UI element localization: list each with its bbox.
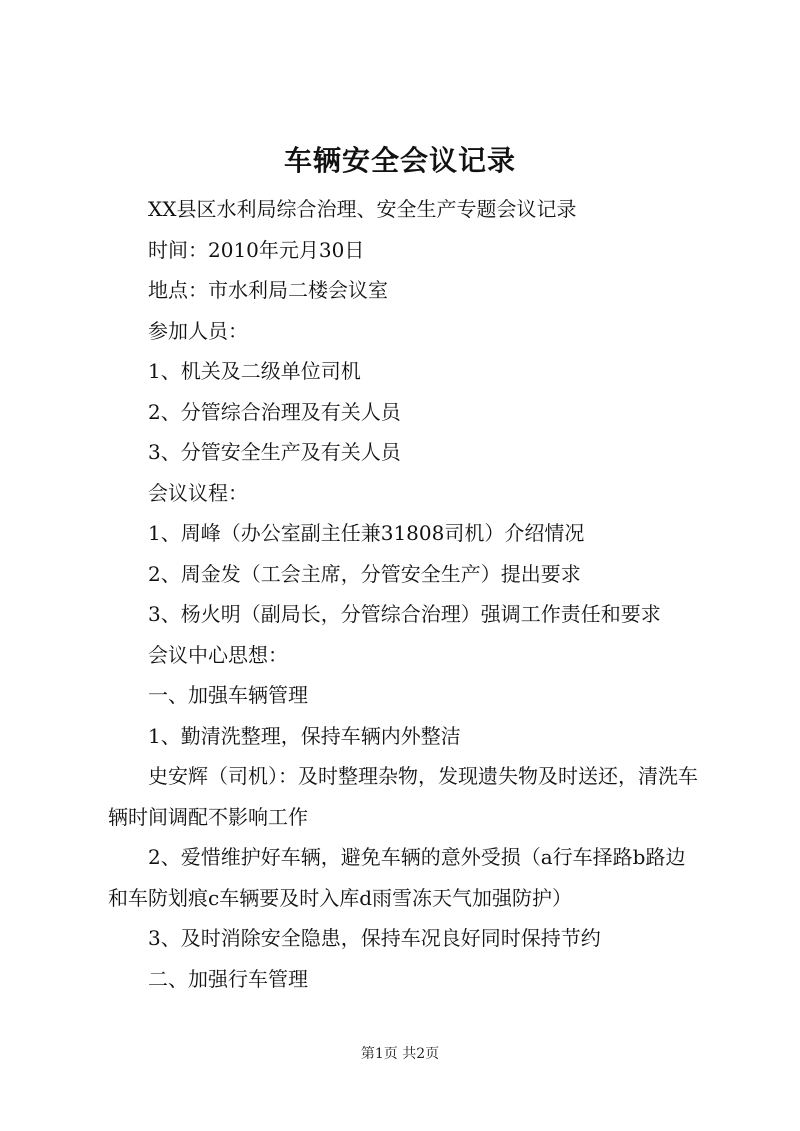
paragraph: 会议中心思想： — [148, 642, 288, 667]
paragraph: XX县区水利局综合治理、安全生产专题会议记录 — [148, 197, 577, 221]
paragraph: 1、周峰（办公室副主任兼31808司机）介绍情况 — [148, 521, 585, 545]
paragraph: 会议议程： — [148, 480, 248, 505]
paragraph: 2、爱惜维护好车辆，避免车辆的意外受损（a行车择路b路边和车防划痕c车辆要及时入库d雨雪冻天气加强防护） — [108, 845, 686, 910]
paragraph: 时间：2010年元月30日 — [148, 237, 365, 262]
document-title: 车辆安全会议记录 — [283, 144, 516, 177]
paragraph: 3、杨火明（副局长，分管综合治理）强调工作责任和要求 — [148, 602, 661, 626]
paragraph: 2、周金发（工会主席，分管安全生产）提出要求 — [148, 561, 581, 586]
paragraph: 1、勤清洗整理，保持车辆内外整洁 — [148, 723, 461, 748]
paragraph: 1、机关及二级单位司机 — [148, 359, 361, 383]
paragraph: 2、分管综合治理及有关人员 — [148, 399, 401, 424]
paragraph: 一、加强车辆管理 — [148, 683, 308, 707]
paragraph: 二、加强行车管理 — [148, 966, 308, 991]
paragraph: 3、及时消除安全隐患，保持车况良好同时保持节约 — [148, 926, 601, 950]
page-footer: 第1页 共2页 — [360, 1046, 440, 1062]
paragraph: 参加人员： — [148, 318, 248, 343]
document-body — [108, 189, 700, 999]
paragraph: 3、分管安全生产及有关人员 — [148, 440, 401, 464]
paragraph: 史安辉（司机）：及时整理杂物，发现遗失物及时送还，清洗车辆时间调配不影响工作 — [108, 764, 698, 829]
paragraph: 地点：市水利局二楼会议室 — [148, 278, 388, 302]
